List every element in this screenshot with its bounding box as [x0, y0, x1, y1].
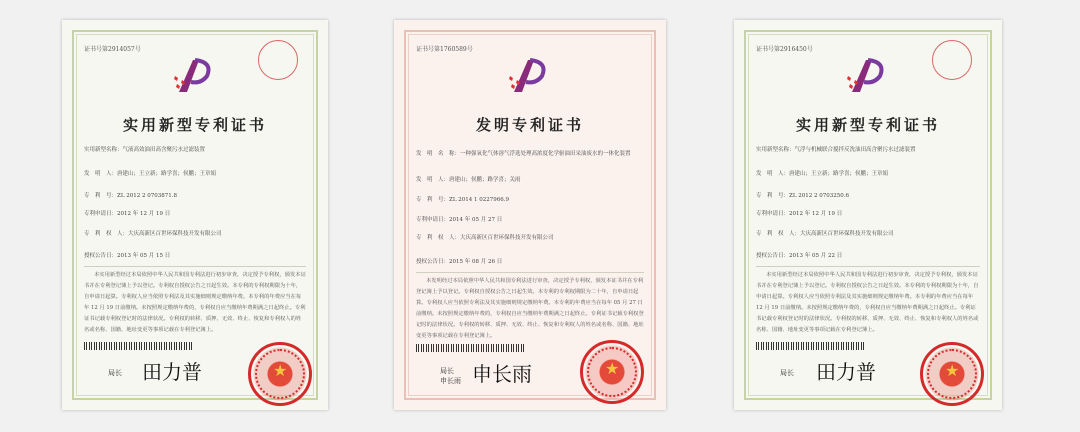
small-seal-stamp [258, 40, 298, 80]
field-application-date: 专利申请日：2012 年 12 月 19 日 [756, 211, 843, 217]
director-label: 局长 [108, 369, 122, 377]
certificate-body-text: 本实用新型经过本局依照中华人民共和国专利法进行初步审查，决定授予专利权，颁发本证书并在专利登记簿上予以登记。专利权自授权公告之日起生效。本专利的专利权期限为十年，自申请日起算。专利权人应当依照专利法及其实施细则规定缴纳年费。本专利的年费应当在每年 12 月 19 日前缴纳。未按照规定缴纳年费的，专利权自应当缴纳年费期满之日起终止。专利证书记载专利权登记时的法律状况。专利权的转移、质押、无效、终止、恢复和专利权人的姓名或名称、国籍、地址变更等事项记载在专利登记簿上。 [84, 272, 306, 333]
field-name: 发 明 名 称：一种强氧化气体溶气浮选处理高浓度化学驱油田采油废水的一体化装置 [416, 151, 631, 157]
barcode [84, 342, 194, 350]
official-seal-stamp: ★ [580, 340, 644, 404]
field-grant-date: 授权公告日：2013 年 05 月 15 日 [84, 253, 171, 259]
field-patentee: 专 利 权 人：大庆高新区百世环保科技开发有限公司 [756, 231, 894, 237]
field-name: 实用新型名称：气液高效油田高含聚污水过滤装置 [84, 147, 206, 153]
official-seal-stamp: ★ [248, 342, 312, 406]
field-application-date: 专利申请日：2012 年 12 月 19 日 [84, 211, 171, 217]
divider [84, 266, 306, 267]
certificate-number: 证书号第2916450号 [756, 46, 813, 53]
field-patentee: 专 利 权 人：大庆高新区百世环保科技开发有限公司 [416, 235, 554, 241]
barcode [756, 342, 866, 350]
field-grant-date: 授权公告日：2013 年 05 月 22 日 [756, 253, 843, 259]
certificate-title: 实用新型专利证书 [795, 116, 940, 134]
certificate-number: 证书号第2914057号 [84, 46, 141, 53]
field-inventors: 发 明 人：唐建山；王立新；路学喜；侯鹏；王章娟 [756, 171, 889, 177]
field-patent-number: 专 利 号：ZL 2014 1 0227966.9 [416, 197, 509, 203]
small-seal-stamp [932, 40, 972, 80]
field-patent-number: 专 利 号：ZL 2012 2 0703250.6 [756, 193, 849, 199]
field-application-date: 专利申请日：2014 年 05 月 27 日 [416, 217, 503, 223]
director-label: 局长 [780, 369, 794, 377]
field-inventors: 发 明 人：唐建山；王立新；路学喜；侯鹏；王章娟 [84, 171, 217, 177]
official-seal-stamp: ★ [920, 342, 984, 406]
director-signature: 田力普 [816, 360, 876, 384]
certificate-title: 发明专利证书 [475, 116, 584, 134]
divider [416, 272, 644, 273]
field-grant-date: 授权公告日：2015 年 08 月 26 日 [416, 259, 503, 265]
director-label: 局长 申长雨 [440, 367, 461, 385]
certificate-utility-model-2 [734, 20, 1002, 410]
field-patent-number: 专 利 号：ZL 2012 2 0703871.8 [84, 193, 177, 199]
certificate-body-text: 本实用新型经过本局依照中华人民共和国专利法进行初步审查，决定授予专利权，颁发本证书并在专利登记簿上予以登记。专利权自授权公告之日起生效。本专利的专利权期限为十年，自申请日起算。专利权人应当依照专利法及其实施细则规定缴纳年费。本专利的年费应当在每年 12 月 19 日前缴纳。未按照规定缴纳年费的，专利权自应当缴纳年费期满之日起终止。专利证书记载专利权登记时的法律状况。专利权的转移、质押、无效、终止、恢复和专利权人的姓名或名称、国籍、地址变更等事项记载在专利登记簿上。 [756, 272, 979, 333]
field-name: 实用新型名称：气浮与机械联合搅拌反洗油田高含聚污水过滤装置 [756, 147, 916, 153]
patent-office-logo-icon [846, 54, 890, 102]
field-patentee: 专 利 权 人：大庆高新区百世环保科技开发有限公司 [84, 231, 222, 237]
director-signature: 田力普 [142, 360, 202, 384]
barcode [416, 344, 526, 352]
certificate-title: 实用新型专利证书 [122, 116, 267, 134]
certificate-utility-model-1 [62, 20, 328, 410]
patent-office-logo-icon [508, 54, 552, 102]
certificate-body-text: 本发明经过本局依照中华人民共和国专利法进行审查，决定授予专利权，颁发本证书并在专利登记簿上予以登记。专利权自授权公告之日起生效。本专利的专利权期限为二十年，自申请日起算。专利权人应当依照专利法及其实施细则规定缴纳年费。本专利的年费应当在每年 05 月 27 日前缴纳。未按照规定缴纳年费的，专利权自应当缴纳年费期满之日起终止。专利证书记载专利权登记时的法律状况。专利权的转移、质押、无效、终止、恢复和专利权人的姓名或名称、国籍、地址变更等事项记载在专利登记簿上。 [416, 278, 644, 339]
divider [756, 266, 980, 267]
field-inventors: 发 明 人：唐建山；侯鹏；路学喜；关雨 [416, 177, 521, 183]
certificate-number: 证书号第1760589号 [416, 46, 473, 53]
certificate-invention [394, 20, 666, 410]
director-signature: 申长雨 [472, 362, 532, 386]
patent-office-logo-icon [173, 54, 217, 102]
